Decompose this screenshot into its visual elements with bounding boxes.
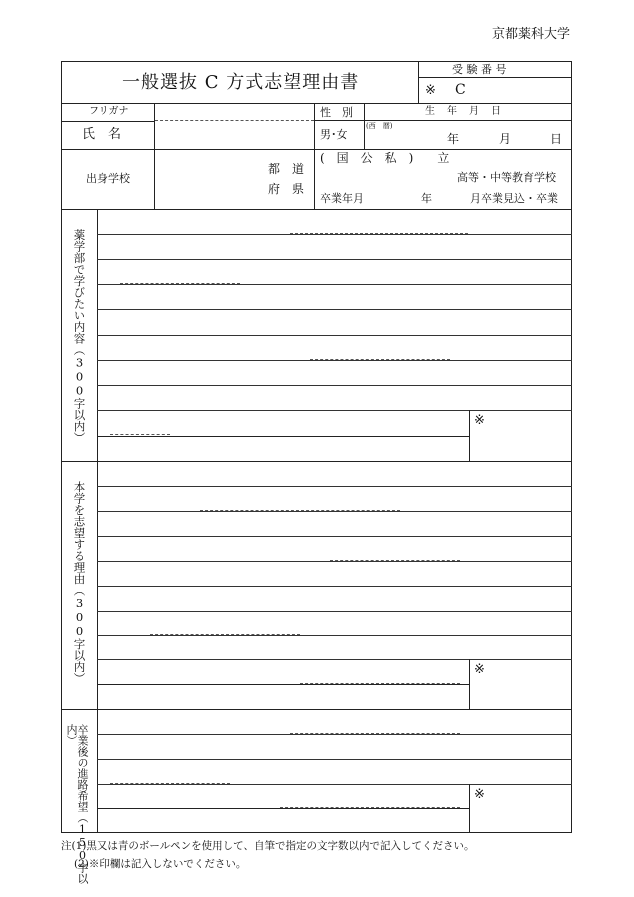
birth-date-field[interactable]	[366, 131, 568, 147]
graduation-year: 年	[421, 192, 432, 205]
birth-label: 生 年 月 日	[425, 106, 502, 117]
school-label: 出身学校	[86, 172, 130, 185]
graduation-label: 卒業年月	[320, 192, 364, 205]
birth-year: 年	[447, 132, 460, 146]
name-field[interactable]	[157, 123, 312, 147]
section3-mark: ※	[474, 787, 485, 802]
section1-label: 薬学部で学びたい内容（300字以内）	[72, 229, 87, 444]
furigana-field[interactable]	[157, 104, 312, 119]
university-name: 京都薬科大学	[492, 27, 571, 42]
prefecture-top: 都 道	[268, 162, 305, 176]
note-1: 注(1)黒又は青のボールペンを使用して、自筆で指定の文字数以内で記入してください。	[61, 840, 475, 852]
exam-number-label: 受 験 番 号	[452, 63, 507, 76]
prefecture-field[interactable]	[157, 151, 265, 206]
birth-era: (西 暦)	[366, 122, 393, 130]
section3-label: 卒業後の進路希望（150字以内）	[65, 724, 89, 884]
furigana-label: フリガナ	[89, 106, 129, 117]
sex-value[interactable]: 男･女	[320, 128, 348, 141]
section3-writing-area[interactable]	[98, 710, 468, 832]
section1-mark: ※	[474, 413, 485, 428]
graduation-status[interactable]: 月卒業見込・卒業	[470, 192, 558, 205]
school-kinds: 高等・中等教育学校	[457, 171, 556, 184]
form-title: 一般選抜 C 方式志望理由書	[122, 72, 360, 93]
sex-label: 性 別	[320, 106, 353, 119]
exam-number-prefix: C	[455, 82, 466, 98]
school-type: ( 国 公 私 ) 立	[320, 151, 450, 165]
birth-day: 日	[550, 132, 563, 146]
prefecture-bottom: 府 県	[268, 182, 305, 196]
name-label: 氏 名	[82, 127, 122, 142]
section2-writing-area[interactable]	[98, 462, 468, 708]
exam-number-field[interactable]	[470, 80, 568, 100]
note-2: (2)※印欄は記入しないでください。	[74, 858, 247, 870]
birth-month: 月	[499, 132, 512, 146]
exam-number-mark: ※	[425, 83, 436, 98]
section2-mark: ※	[474, 662, 485, 677]
section2-label: 本学を志望する理由（300字以内）	[72, 481, 87, 684]
school-name-field[interactable]	[318, 167, 453, 185]
